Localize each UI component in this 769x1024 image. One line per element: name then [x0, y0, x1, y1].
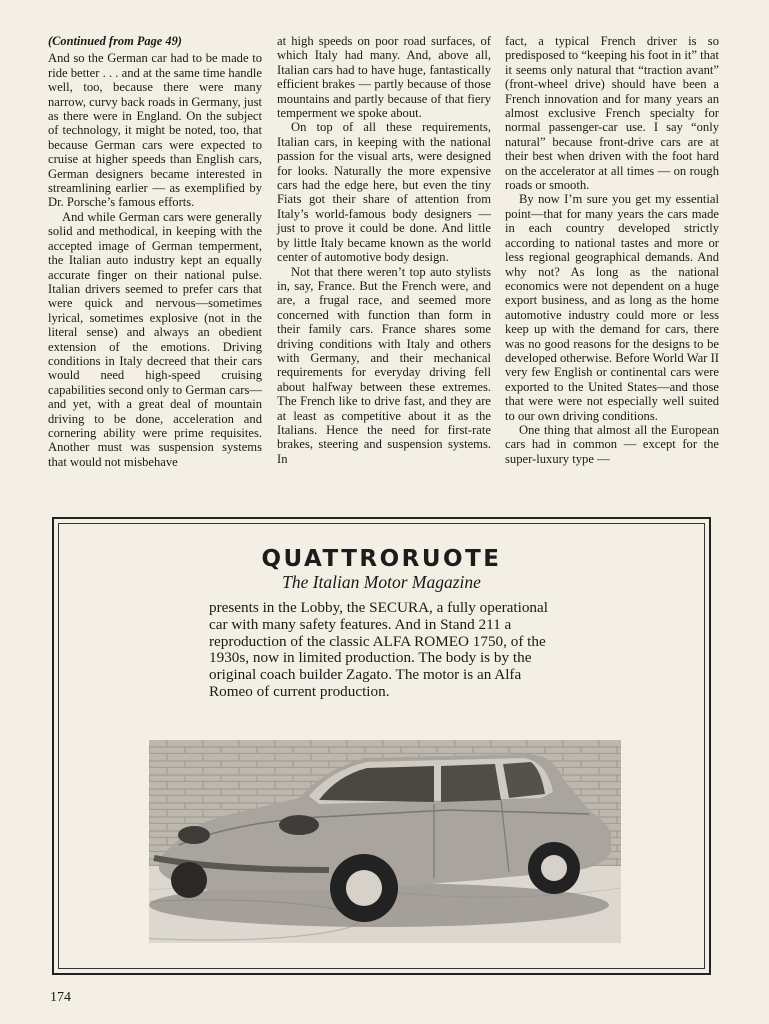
ad-tagline: The Italian Motor Magazine — [282, 572, 481, 592]
car-illustration — [149, 740, 621, 943]
article-column-2 — [277, 34, 491, 466]
paragraph: By now I’m sure you get my essential point—that for many years the cars made in each country developed strictly according to national tastes and more or less regional geographical demands. And why not? As long as the national economics were not dependent on a huge export business, and as long as the home automotive industry could more or less keep up with the demand for cars, there was no good reasons for the designs to be developed otherwise. Before World War II very few English or continental cars were exported to the United States—and those that were were not especially well suited to our own driving conditions. — [505, 192, 719, 423]
advertisement-inner-frame — [58, 523, 705, 969]
ad-body-text: presents in the Lobby, the SECURA, a fully operational car with many safety features. And in Stand 211 a reproduction of the classic ALFA ROMEO 1750, of the 1930s, now in limited production. The body is by the original coach builder Zagato. The motor is an Alfa Romeo of current production. — [209, 599, 548, 700]
paragraph: And so the German car had to be made to ride better . . . and at the same time handle well, too, because there were many narrow, curvy back roads in Germany, just as there were in England. On the subject of technology, it might be noted, too, that because German cars were expected to cruise at higher speeds than English cars, German designers became interested in streamlining earlier — as exemplified by Dr. Porsche’s famous efforts. — [48, 51, 262, 210]
advertisement-box — [52, 517, 711, 975]
page-number: 174 — [50, 990, 71, 1005]
car-photo — [149, 740, 621, 943]
paragraph: On top of all these requirements, Italian cars, in keeping with the national passion for the visual arts, were designed for looks. Naturally the more expensive cars had the edge here, but even the tiny Fiats got their share of attention from Italy’s world-famous body designers —just to prove it could be done. And little by little Italy became known as the world center of automotive body design. — [277, 120, 491, 265]
paragraph: And while German cars were generally solid and methodical, in keeping with the accepted image of German temperment, the Italian auto industry kept an equally accurate finger on their national pulse. Italian drivers seemed to prefer cars that were quick and nervous—sometimes lyrical, sometimes explosive (not in the literal sense) and always an obedient extension of the emotions. Driving conditions in Italy decreed that their cars would need high-speed cruising capabilities second only to German cars—and yet, with a great deal of mountain driving to be done, acceleration and cornering ability were prime requisites. Another must was suspension systems that would not misbehave — [48, 209, 262, 469]
article-column-3 — [505, 34, 719, 466]
article-column-1 — [48, 34, 262, 469]
paragraph: at high speeds on poor road surfaces, of which Italy had many. And, above all, Italian cars had to have huge, fantastically efficient brakes — partly because of those mountains and partly because of that fiery temperment we spoke about. — [277, 34, 491, 121]
paragraph: One thing that almost all the European cars had in common — except for the super-luxury type — — [505, 422, 719, 466]
ad-brand-title: QUATTRORUOTE — [261, 546, 502, 572]
paragraph: Not that there weren’t top auto stylists in, say, France. But the French were, and are, a frugal race, and seemed more concerned with function than form in their family cars. France shares some driving conditions with Italy and others with Germany, and their mechanical requirements for everyday driving fell about halfway between these extremes. The French like to drive fast, and they are at least as competitive about it as the Italians. Hence the need for first-rate brakes, steering and suspension systems. In — [277, 264, 491, 466]
paragraph: fact, a typical French driver is so predisposed to “keeping his foot in it” that it seems only natural that “traction avant” (front-wheel drive) should have been a French innovation and for many years an almost exclusive French specialty for normal passenger-car use. I say “only natural” because front-drive cars are at their best when driven with the foot hard on the accelerator at all times — on rough roads or smooth. — [505, 34, 719, 193]
continued-note: (Continued from Page 49) — [48, 34, 182, 48]
